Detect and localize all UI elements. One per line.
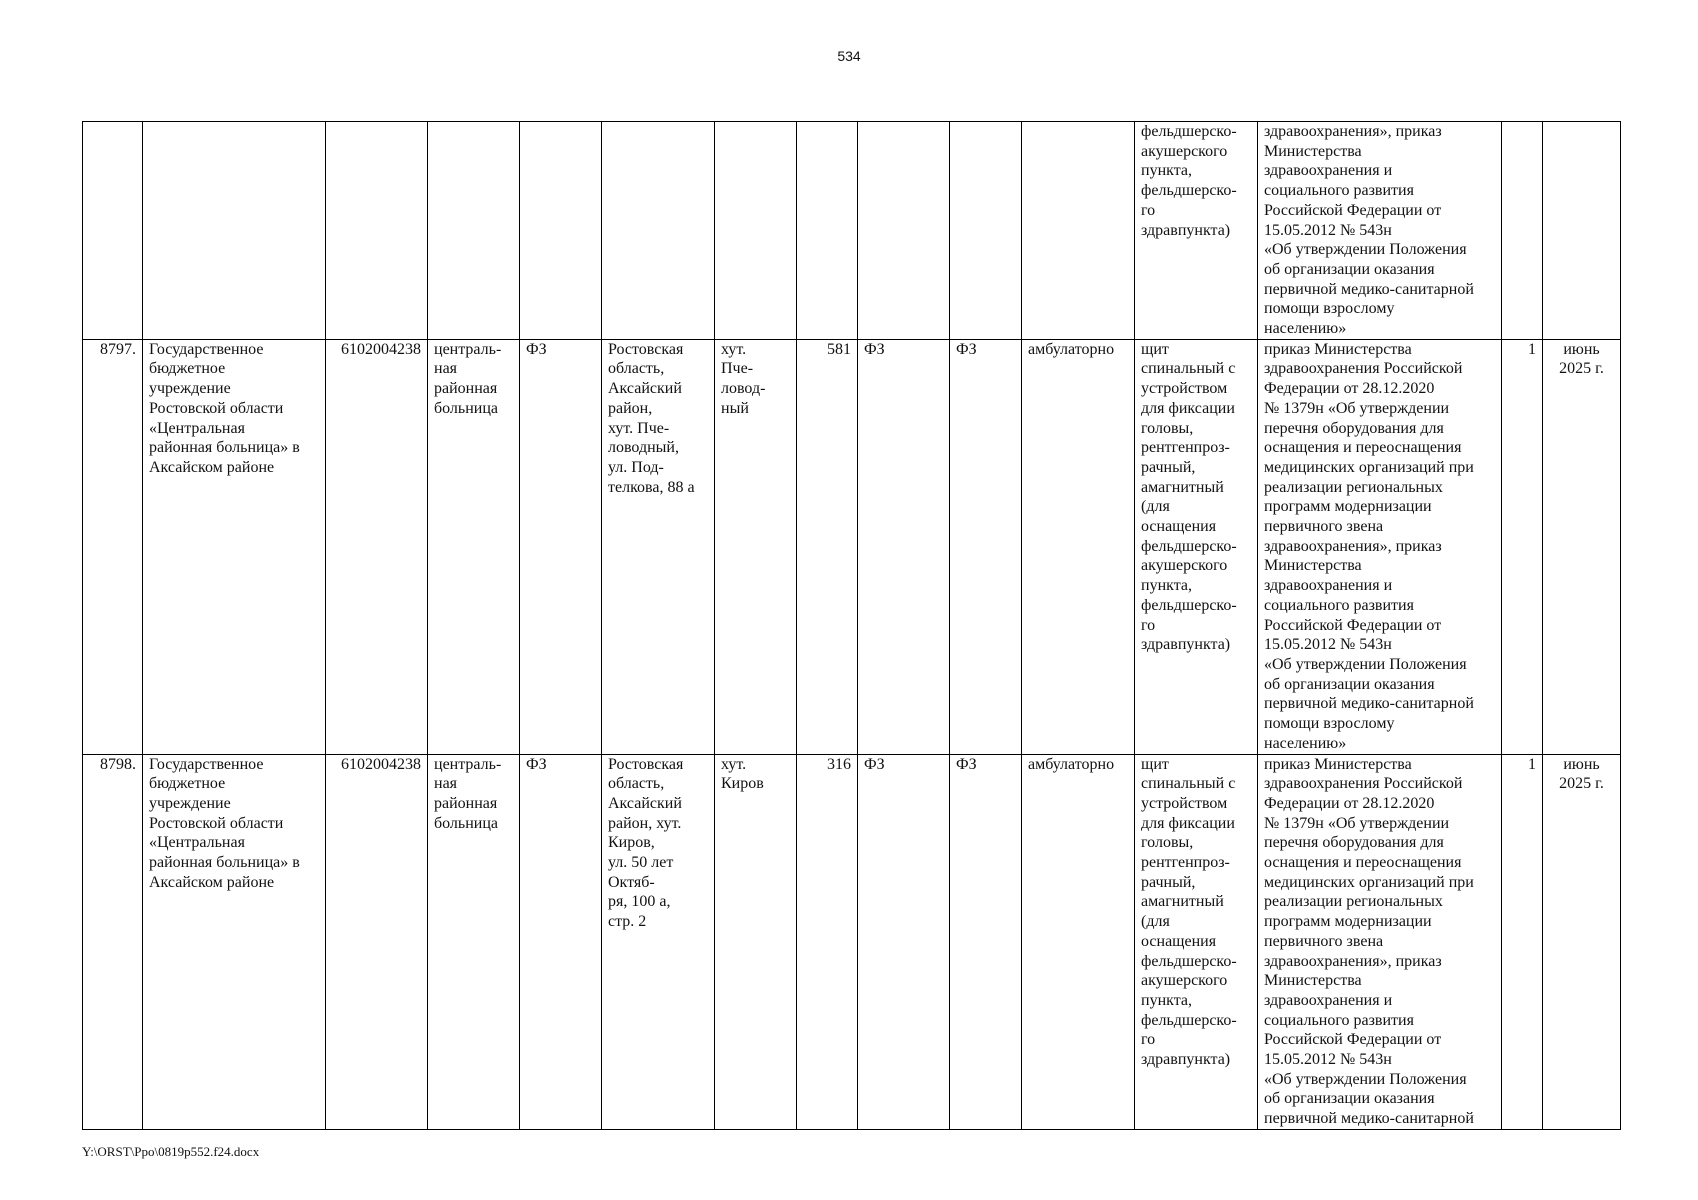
law3-cell: ФЗ — [950, 339, 1022, 754]
row-number-cell: 8797. — [83, 339, 143, 754]
law2-cell: ФЗ — [858, 339, 950, 754]
equipment-cell: фельдшерско- акушерского пункта, фельдшерско- го здравпункта) — [1135, 122, 1258, 340]
quantity-cell: 1 — [1502, 754, 1543, 1129]
org-type-cell — [428, 122, 520, 340]
organization-cell: Государственное бюджетное учреждение Ростовской области «Центральная районная больница» в Аксайском районе — [143, 339, 326, 754]
org-type-cell: централь- ная районная больница — [428, 754, 520, 1129]
equipment-cell: щит спинальный с устройством для фиксации головы, рентгенпроз- рачный, амагнитный (для оснащения фельдшерско- акушерского пункта, фельдшерско- го здравпункта) — [1135, 339, 1258, 754]
law2-cell: ФЗ — [858, 754, 950, 1129]
table-row — [83, 122, 1621, 340]
organization-cell: Государственное бюджетное учреждение Ростовской области «Центральная районная больница» в Аксайском районе — [143, 754, 326, 1129]
population-cell: 316 — [797, 754, 858, 1129]
legal-basis-cell: приказ Министерства здравоохранения Российской Федерации от 28.12.2020 № 1379н «Об утверждении перечня оборудования для оснащения и переоснащения медицинских организаций при реализации региональных программ модернизации первичного звена здравоохранения», приказ Министерства здравоохранения и социального развития Российской Федерации от 15.05.2012 № 543н «Об утверждении Положения об организации оказания первичной медико-санитарной помощи взрослому населению» — [1258, 339, 1502, 754]
law3-cell — [950, 122, 1022, 340]
settlement-cell: хут. Пче- ловод- ный — [715, 339, 797, 754]
deadline-cell: июнь 2025 г. — [1543, 339, 1621, 754]
row-number-cell — [83, 122, 143, 340]
deadline-cell — [1543, 122, 1621, 340]
page-number: 534 — [837, 48, 861, 64]
footer-file-path: Y:\ORST\Ppo\0819p552.f24.docx — [82, 1144, 260, 1159]
legal-basis-cell: здравоохранения», приказ Министерства здравоохранения и социального развития Российской Федерации от 15.05.2012 № 543н «Об утверждении Положения об организации оказания первичной медико-санитарной помощи взрослому населению» — [1258, 122, 1502, 340]
quantity-cell — [1502, 122, 1543, 340]
address-cell: Ростовская область, Аксайский район, хут. Киров, ул. 50 лет Октяб- ря, 100 а, стр. 2 — [602, 754, 715, 1129]
care-form-cell: амбулаторно — [1022, 754, 1135, 1129]
law2-cell — [858, 122, 950, 340]
org-type-cell: централь- ная районная больница — [428, 339, 520, 754]
table-row — [83, 339, 1621, 754]
care-form-cell: амбулаторно — [1022, 339, 1135, 754]
row-number-cell: 8798. — [83, 754, 143, 1129]
law3-cell: ФЗ — [950, 754, 1022, 1129]
address-cell — [602, 122, 715, 340]
quantity-cell: 1 — [1502, 339, 1543, 754]
organization-cell — [143, 122, 326, 340]
settlement-cell: хут. Киров — [715, 754, 797, 1129]
inn-cell: 6102004238 — [326, 339, 428, 754]
register-table — [82, 121, 1621, 1130]
settlement-cell — [715, 122, 797, 340]
law-cell: ФЗ — [520, 339, 602, 754]
care-form-cell — [1022, 122, 1135, 340]
address-cell: Ростовская область, Аксайский район, хут. Пче- ловодный, ул. Под- телкова, 88 а — [602, 339, 715, 754]
law-cell — [520, 122, 602, 340]
equipment-cell: щит спинальный с устройством для фиксации головы, рентгенпроз- рачный, амагнитный (для оснащения фельдшерско- акушерского пункта, фельдшерско- го здравпункта) — [1135, 754, 1258, 1129]
table-row — [83, 754, 1621, 1129]
law-cell: ФЗ — [520, 754, 602, 1129]
inn-cell — [326, 122, 428, 340]
population-cell: 581 — [797, 339, 858, 754]
legal-basis-cell: приказ Министерства здравоохранения Российской Федерации от 28.12.2020 № 1379н «Об утверждении перечня оборудования для оснащения и переоснащения медицинских организаций при реализации региональных программ модернизации первичного звена здравоохранения», приказ Министерства здравоохранения и социального развития Российской Федерации от 15.05.2012 № 543н «Об утверждении Положения об организации оказания первичной медико-санитарной — [1258, 754, 1502, 1129]
population-cell — [797, 122, 858, 340]
inn-cell: 6102004238 — [326, 754, 428, 1129]
deadline-cell: июнь 2025 г. — [1543, 754, 1621, 1129]
